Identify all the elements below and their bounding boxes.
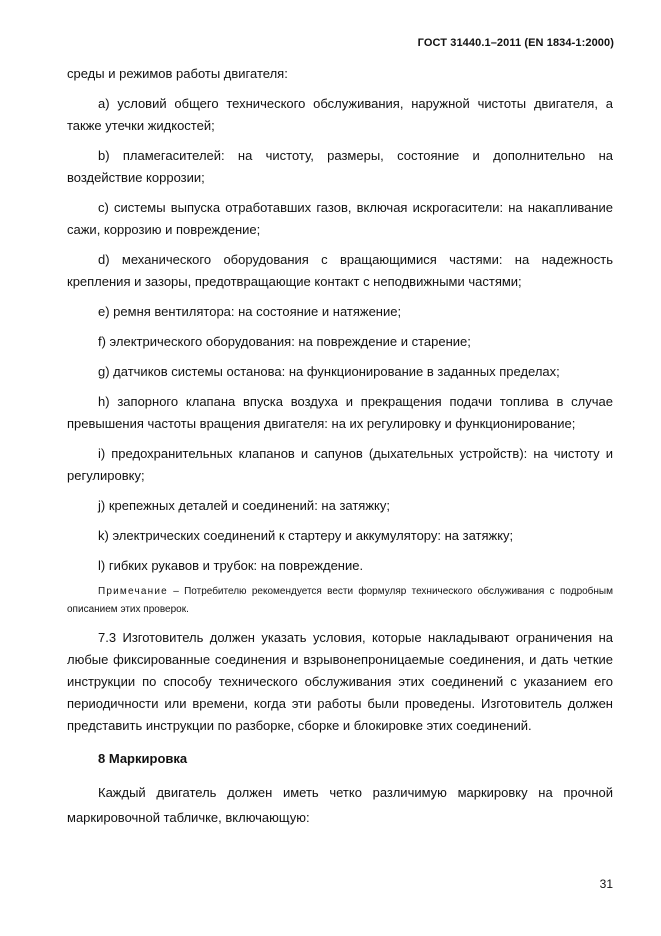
document-header: ГОСТ 31440.1–2011 (EN 1834-1:2000)	[417, 37, 614, 49]
list-item: l) гибких рукавов и трубок: на повреждение.	[98, 558, 364, 573]
list-item: k) электрических соединений к стартеру и аккумулятору: на затяжку;	[98, 528, 514, 543]
list-item: c) системы выпуска отработавших газов, включая искрогасители: на накапливание сажи, коррозию и повреждение;	[67, 200, 613, 237]
lead-paragraph: среды и режимов работы двигателя:	[67, 66, 288, 81]
paragraph-7-3: 7.3 Изготовитель должен указать условия, которые накладывают ограничения на любые фиксированные соединения и взрывонепроницаемые соединения, и дать четкие инструкции по способу технического обслуживания этих соединений с указанием его периодичности или времени, когда эти работы были проведены. Изготовитель должен представить инструкции по разборке, сборке и блокировке этих соединений.	[67, 630, 613, 733]
section-8-title: 8 Маркировка	[98, 751, 188, 766]
note-label: Примечание	[98, 586, 168, 597]
inspection-list	[67, 93, 613, 577]
list-item: d) механического оборудования с вращающимися частями: на надежность крепления и зазоры, предотвращающие контакт с неподвижными частями;	[67, 252, 613, 289]
list-item: e) ремня вентилятора: на состояние и натяжение;	[98, 304, 402, 319]
list-item: j) крепежных деталей и соединений: на затяжку;	[98, 498, 390, 513]
list-item: f) электрического оборудования: на повреждение и старение;	[98, 334, 471, 349]
list-item: g) датчиков системы останова: на функционирование в заданных пределах;	[98, 364, 560, 379]
note-text: – Потребителю рекомендуется вести формуляр технического обслуживания с подробным описанием этих проверок.	[67, 586, 613, 615]
section-8-text: Каждый двигатель должен иметь четко различимую маркировку на прочной маркировочной табличке, включающую:	[67, 785, 613, 825]
page-number: 31	[599, 877, 613, 891]
list-item: a) условий общего технического обслуживания, наружной чистоты двигателя, а также утечки жидкостей;	[67, 96, 613, 133]
list-item: b) пламегасителей: на чистоту, размеры, состояние и дополнительно на воздействие коррозии;	[67, 148, 613, 185]
document-body	[67, 63, 613, 830]
note	[67, 583, 613, 619]
list-item: i) предохранительных клапанов и сапунов (дыхательных устройств): на чистоту и регулировку;	[67, 446, 613, 483]
list-item: h) запорного клапана впуска воздуха и прекращения подачи топлива в случае превышения частоты вращения двигателя: на их регулировку и функционирование;	[67, 394, 613, 431]
